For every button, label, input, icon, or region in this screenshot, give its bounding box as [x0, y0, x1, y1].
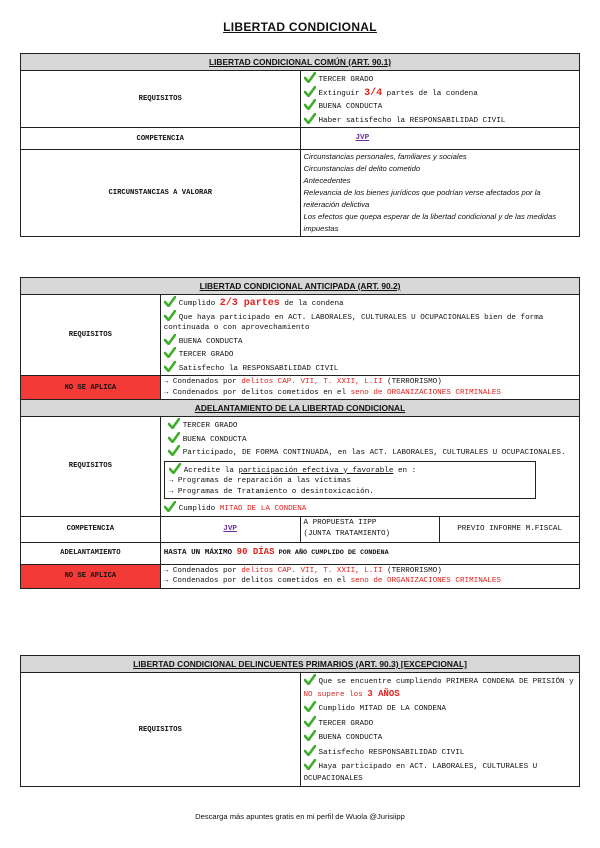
anticipada-nsa-1a: → Condenados por — [163, 378, 242, 386]
check-icon — [164, 310, 176, 321]
anticipada-header: LIBERTAD CONDICIONAL ANTICIPADA (ART. 90.2) — [21, 278, 580, 295]
adelantamiento-req-3: Participado, DE FORMA CONTINUADA, en las ACT. LABORALES, CULTURALES U OCUPACIONALES. — [182, 449, 566, 457]
adelantamiento-header: ADELANTAMIENTO DE LA LIBERTAD CONDICIONAL — [21, 400, 580, 417]
check-icon — [304, 674, 316, 685]
anticipada-req-cell — [160, 295, 579, 376]
primarios-req-4: BUENA CONDUCTA — [318, 734, 383, 742]
adelantamiento-comp-jvp-cell — [160, 516, 300, 542]
primarios-req-2: Cumplido MITAD DE LA CONDENA — [318, 705, 447, 713]
check-icon — [304, 86, 316, 97]
adelantamiento-req-4b: MITAD DE LA CONDENA — [219, 505, 307, 513]
anticipada-req-5: Satisfecho la RESPONSABILIDAD CIVIL — [178, 364, 339, 373]
adelantamiento-req-4a: Cumplido — [178, 505, 220, 513]
primarios-req-6: Haya participado en ACT. LABORALES, CULTURALES U OCUPACIONALES — [303, 763, 538, 783]
check-icon — [164, 361, 176, 372]
adelantamiento-box-l2: → Programas de Tratamiento o desintoxicación. — [168, 487, 374, 496]
primarios-req-1a: Que se encuentre cumpliendo PRIMERA CONDENA DE PRISIÓN y — [318, 678, 574, 686]
comun-req-2c: partes de la condena — [382, 89, 478, 98]
comun-header: LIBERTAD CONDICIONAL COMÚN (ART. 90.1) — [21, 54, 580, 71]
adelantamiento-comp-mid2: (JUNTA TRATAMIENTO) — [303, 530, 391, 538]
primarios-req-3: TERCER GRADO — [318, 719, 374, 728]
comun-comp-cell — [300, 128, 580, 150]
adelantamiento-nsa-1c: (TERRORISMO) — [382, 566, 442, 575]
check-icon — [304, 730, 316, 741]
comun-req-2a: Extinguir — [318, 89, 365, 98]
comun-table — [20, 53, 580, 237]
primarios-req-5: Satisfecho RESPONSABILIDAD CIVIL — [318, 748, 465, 757]
primarios-req-cell — [300, 673, 580, 787]
comun-circ-4: Relevancia de los bienes jurídicos que podrían verse afectados por la reiteración delictiva — [303, 188, 541, 209]
check-icon — [164, 334, 176, 345]
adelantamiento-adel-c: POR AÑO CUMPLIDO DE CONDENA — [274, 549, 389, 558]
adelantamiento-nsa-cell — [160, 564, 579, 588]
check-icon — [304, 72, 316, 83]
adelantamiento-programas-box — [164, 461, 536, 500]
adelantamiento-comp-mid1: A PROPUESTA IIPP — [303, 519, 377, 527]
check-icon — [164, 296, 176, 307]
check-icon — [304, 701, 316, 712]
anticipada-nsa-2b: seno de ORGANIZACIONES CRIMINALES — [350, 388, 501, 397]
primarios-req-1b: NO supere los — [303, 690, 368, 699]
adelantamiento-adel-label: ADELANTAMIENTO — [21, 542, 161, 564]
adelantamiento-adel-cell — [160, 542, 579, 564]
page-title: LIBERTAD CONDICIONAL — [223, 20, 377, 34]
adelantamiento-nsa-label: NO SE APLICA — [21, 564, 161, 588]
adelantamiento-comp-mid-cell — [300, 516, 440, 542]
anticipada-nsa-cell — [160, 376, 579, 400]
comun-req-4: Haber satisfecho la RESPONSABILIDAD CIVIL — [318, 116, 506, 125]
primarios-table — [20, 655, 580, 787]
anticipada-req-1c: de la condena — [279, 300, 344, 308]
adelantamiento-box-a: Acredite la — [183, 466, 239, 475]
adelantamiento-comp-value[interactable]: JVP — [223, 524, 237, 533]
comun-circ-3: Antecedentes — [303, 176, 351, 185]
check-icon — [168, 418, 180, 429]
adelantamiento-box-b: participación efectiva y favorable — [238, 466, 394, 475]
anticipada-nsa-label: NO SE APLICA — [21, 376, 161, 400]
anticipada-nsa-2a: → Condenados por delitos cometidos en el — [163, 388, 351, 397]
check-icon — [304, 759, 316, 770]
check-icon — [164, 347, 176, 358]
adelantamiento-nsa-1a: → Condenados por — [163, 566, 242, 575]
adelantamiento-req-cell — [160, 417, 579, 517]
anticipada-req-2: Que haya participado en ACT. LABORALES, CULTURALES U OCUPACIONALES bien de forma continuada o con aprovechamiento — [163, 313, 544, 332]
check-icon — [304, 99, 316, 110]
comun-req-1: TERCER GRADO — [318, 76, 374, 84]
check-icon — [168, 432, 180, 443]
anticipada-req-1b: 2/3 partes — [219, 298, 280, 309]
check-icon — [169, 463, 181, 474]
anticipada-nsa-1b: delitos CAP. VII, T. XXII, L.II — [241, 378, 383, 386]
comun-circ-cell — [300, 150, 580, 237]
comun-req-3: BUENA CONDUCTA — [318, 103, 383, 111]
adelantamiento-comp-label: COMPETENCIA — [21, 516, 161, 542]
comun-circ-2: Circunstancias del delito cometido — [303, 164, 421, 173]
comun-comp-label: COMPETENCIA — [21, 128, 301, 150]
check-icon — [168, 445, 180, 456]
adelantamiento-req-label: REQUISITOS — [21, 417, 161, 517]
comun-circ-5: Los efectos que quepa esperar de la libertad condicional y de las medidas impuestas — [303, 212, 557, 233]
anticipada-table — [20, 277, 580, 589]
footer-text: Descarga más apuntes gratis en mi perfil de Wuola @Jurisiipp — [195, 812, 405, 821]
adelantamiento-req-2: BUENA CONDUCTA — [182, 435, 247, 444]
adelantamiento-box-c: en : — [393, 466, 417, 475]
adelantamiento-adel-a: HASTA UN MÁXIMO — [163, 549, 237, 558]
adelantamiento-req-1: TERCER GRADO — [182, 422, 238, 430]
adelantamiento-comp-right: PREVIO INFORME M.FISCAL — [440, 516, 580, 542]
check-icon — [164, 501, 176, 512]
primarios-req-1c: 3 AÑOS — [367, 688, 400, 699]
anticipada-nsa-1c: (TERRORISMO) — [382, 378, 442, 386]
primarios-req-label: REQUISITOS — [21, 673, 301, 787]
comun-circ-1: Circunstancias personales, familiares y sociales — [303, 152, 467, 161]
primarios-header: LIBERTAD CONDICIONAL DELINCUENTES PRIMARIOS (ART. 90.3) [EXCEPCIONAL] — [21, 656, 580, 673]
comun-comp-value[interactable]: JVP — [355, 134, 370, 143]
adelantamiento-adel-b: 90 DÍAS — [236, 547, 275, 558]
comun-req-cell — [300, 71, 580, 128]
adelantamiento-nsa-2a: → Condenados por delitos cometidos en el — [163, 577, 351, 585]
comun-req-label: REQUISITOS — [21, 71, 301, 128]
adelantamiento-box-l1: → Programas de reparación a las víctimas — [168, 477, 352, 485]
anticipada-req-4: TERCER GRADO — [178, 351, 234, 359]
anticipada-req-3: BUENA CONDUCTA — [178, 337, 243, 346]
check-icon — [304, 113, 316, 124]
check-icon — [304, 745, 316, 756]
check-icon — [304, 716, 316, 727]
adelantamiento-nsa-2b: seno de ORGANIZACIONES CRIMINALES — [350, 577, 501, 585]
adelantamiento-nsa-1b: delitos CAP. VII, T. XXII, L.II — [241, 566, 383, 575]
anticipada-req-label: REQUISITOS — [21, 295, 161, 376]
anticipada-req-1a: Cumplido — [178, 300, 220, 308]
comun-req-2b: 3/4 — [364, 87, 383, 99]
comun-circ-label: CIRCUNSTANCIAS A VALORAR — [21, 150, 301, 237]
